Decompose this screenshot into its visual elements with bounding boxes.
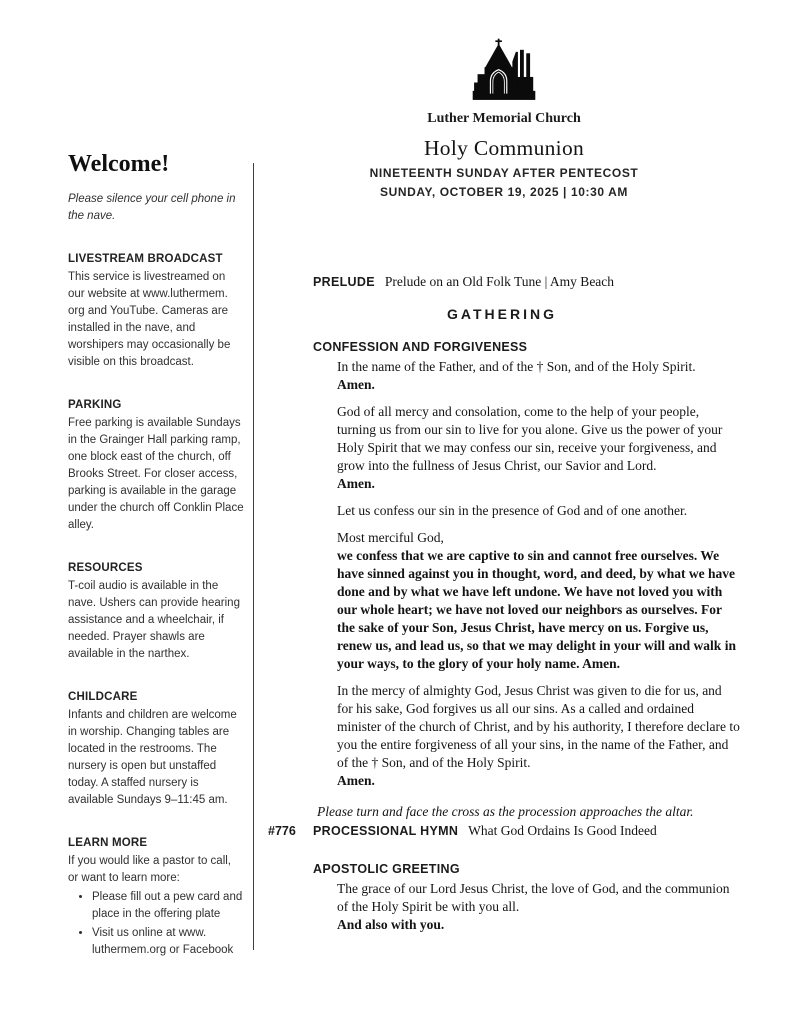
sidebar-section-text: If you would like a pastor to call, or want to learn more: [68,855,231,884]
processional-hymn-label: PROCESSIONAL HYMN [313,824,459,838]
liturgy-line: In the name of the Father, and of the † Son, and of the Holy Spirit. [337,359,696,374]
order-of-service [268,265,750,934]
apostolic-greeting-heading: APOSTOLIC GREETING [313,862,460,876]
prelude-label: PRELUDE [313,275,375,289]
confession-heading: CONFESSION AND FORGIVENESS [313,340,528,354]
processional-hymn-row [268,822,750,840]
congregation-response: Amen. [337,773,375,788]
sidebar-section-title: LEARN MORE [68,837,148,849]
sidebar-section-text: Free parking is available Sundays in the Grainger Hall parking ramp, one block east of the church, off Brooks Street. For closer access, parking is available in the garage under the church off Conklin Place alley. [68,417,244,531]
confession-prayer: we confess that we are captive to sin and cannot free ourselves. We have sinned against you in thought, word, and deed, by what we have done and by what we have left undone. We have not loved you with our whole heart; we have not loved our neighbors as ourselves. For the sake of your Son, Jesus Christ, have mercy on us. Forgive us, renew us, and lead us, so that we may delight in your will and walk in your ways, to the glory of your holy name. Amen. [337,548,736,671]
liturgy-line: God of all mercy and consolation, come to the help of your people, turning us from our sin to live for you alone. Give us the power of your Holy Spirit that we may confess our sin, receive your forgiveness, and grow into the fullness of Jesus Christ, our Savior and Lord. [337,404,723,473]
header [258,38,750,199]
sidebar-section-title: RESOURCES [68,562,143,574]
liturgy-line: Most merciful God, [337,530,444,545]
bullet-item: • Visit us online at www. luthermem.org or Facebook [92,925,244,959]
prelude-row [313,265,750,291]
church-name: Luther Memorial Church [427,111,581,126]
confession-body [337,358,740,790]
sidebar-section-livestream [68,251,244,371]
liturgy-line: In the mercy of almighty God, Jesus Christ was given to die for us, and for his sake, God forgives us all our sins. As a called and ordained minister of the church of Christ, and by his authority, I therefore declare to you the entire forgiveness of all your sins, in the name of the Father, and of the † Son, and of the Holy Spirit. [337,683,740,770]
processional-hymn-title: What God Ordains Is Good Indeed [468,823,657,838]
prelude-title: Prelude on an Old Folk Tune | Amy Beach [384,274,615,289]
sidebar-section-resources [68,560,244,663]
sidebar-section-parking [68,397,244,534]
sidebar-section-learn-more [68,835,244,959]
bullet-item: • Please fill out a pew card and place in the offering plate [92,889,244,923]
congregation-response: Amen. [337,377,375,392]
hymn-number: #776 [268,824,296,838]
church-logo-icon [469,38,539,102]
sidebar-section-title: LIVESTREAM BROADCAST [68,253,223,265]
sidebar-section-text: This service is livestreamed on our website at www.luthermem. org and YouTube. Cameras are installed in the nave, and worshipers may occasionally be visible on this broadcast. [68,271,231,368]
sidebar-section-title: PARKING [68,399,122,411]
service-title: Holy Communion [423,136,585,160]
greeting-text: The grace of our Lord Jesus Christ, the love of God, and the communion of the Holy Spirit be with you all. [337,881,730,914]
sidebar-section-childcare [68,689,244,809]
apostolic-greeting-body [337,880,740,934]
column-divider [253,163,254,950]
sidebar-section-text: Infants and children are welcome in worship. Changing tables are located in the restrooms. The nursery is open but unstaffed today. A staffed nursery is available Sundays 9–11:45 am. [68,709,237,806]
greeting-response: And also with you. [337,917,445,932]
liturgy-line: Let us confess our sin in the presence of God and of one another. [337,503,688,518]
silence-note: Please silence your cell phone in the nave. [68,193,236,222]
service-subtitle-day: NINETEENTH SUNDAY AFTER PENTECOST [369,166,639,180]
rubric: Please turn and face the cross as the procession approaches the altar. [317,804,694,819]
sidebar [68,150,244,961]
sidebar-section-text: T-coil audio is available in the nave. Ushers can provide hearing assistance and a wheelchair, if needed. Prayer shawls are available in the narthex. [68,580,240,660]
bullet-list [68,889,244,959]
gathering-heading: GATHERING [447,306,557,322]
congregation-response: Amen. [337,476,375,491]
sidebar-section-title: CHILDCARE [68,691,138,703]
service-subtitle-date: SUNDAY, OCTOBER 19, 2025 | 10:30 AM [379,185,628,199]
welcome-heading: Welcome! [68,151,170,177]
